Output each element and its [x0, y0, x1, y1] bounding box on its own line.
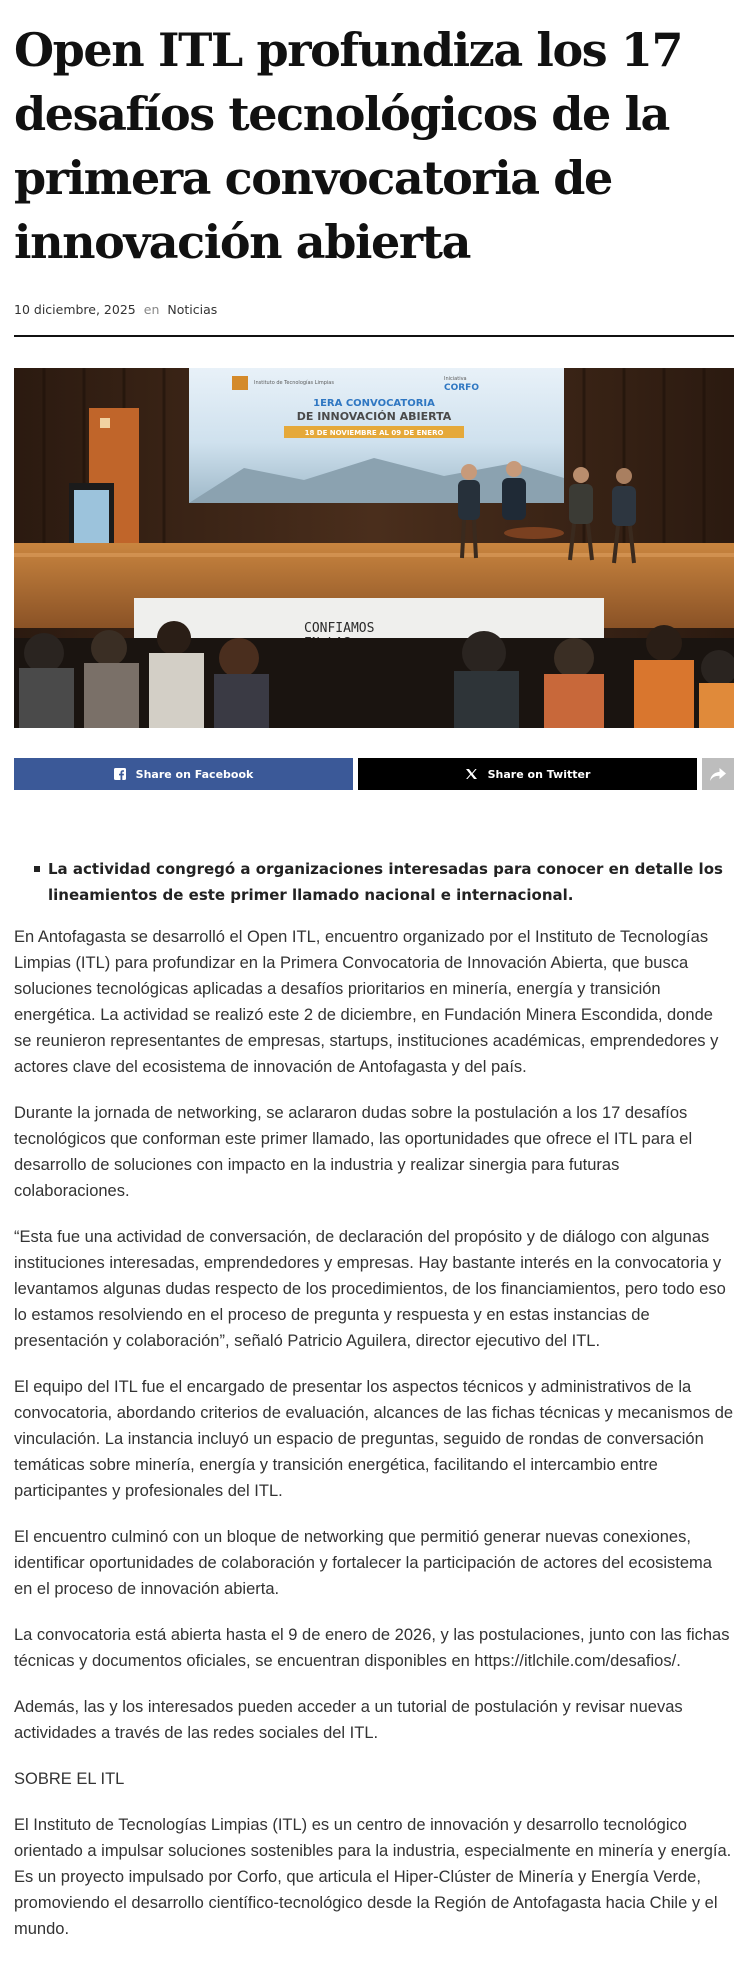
paragraph: El Instituto de Tecnologías Limpias (ITL) es un centro de innovación y desarrollo tecnológico orientado a impulsar soluciones sostenibles para la industria, especialmente en minería y energía. Es un proyecto impulsado por Corfo, que articula el Hiper-Clúster de Minería y Energía Verde, promoviendo el desarrollo científico-tecnológico desde la Región de Antofagasta hacia Chile y el mundo. [14, 1816, 732, 1938]
article-meta [14, 302, 734, 317]
screen-logo-text: Instituto de Tecnologías Limpias [254, 380, 334, 386]
screen-corfo: CORFO [444, 383, 479, 393]
paragraph: El equipo del ITL fue el encargado de presentar los aspectos técnicos y administrativos de la convocatoria, abordando criterios de evaluación, alcances de las fichas técnicas y mecanismos de vinculación. La instancia incluyó un espacio de preguntas, seguido de rondas de conversación temáticas sobre minería, energía y transición energética, facilitando el intercambio entre participantes y profesionales del ITL. [14, 1378, 734, 1500]
paragraph: La convocatoria está abierta hasta el 9 de enero de 2026, y las postulaciones, junto con las fichas técnicas y documentos oficiales, se encuentran disponibles en https://itlchile.com/desafios/. [14, 1626, 730, 1670]
paragraph: El encuentro culminó con un bloque de networking que permitió generar nuevas conexiones, identificar oportunidades de colaboración y fortalecer la participación de actores del ecosistema en el proceso de innovación abierta. [14, 1528, 712, 1598]
hero-image [14, 368, 734, 728]
share-facebook-label: Share on Facebook [135, 767, 254, 781]
share-bar [14, 758, 734, 790]
category-link[interactable]: Noticias [167, 302, 218, 317]
bullet-marker [34, 866, 40, 872]
share-facebook-button[interactable] [14, 758, 353, 790]
category-prefix: en [143, 302, 160, 317]
screen-corfo-small: Iniciativa [444, 376, 467, 382]
article-date: 10 diciembre, 2025 [14, 302, 136, 317]
summary-text: La actividad congregó a organizaciones interesadas para conocer en detalle los lineamientos de este primer llamado nacional e internacional. [48, 860, 723, 904]
share-more-button[interactable] [702, 758, 734, 790]
auditorium-photo [14, 368, 734, 728]
paragraph: En Antofagasta se desarrolló el Open ITL, encuentro organizado por el Instituto de Tecnologías Limpias (ITL) para profundizar en la Primera Convocatoria de Innovación Abierta, que busca soluciones tecnológicas aplicadas a desafíos prioritarios en minería, energía y transición energética. La actividad se realizó este 2 de diciembre, en Fundación Minera Escondida, donde se reunieron representantes de empresas, startups, instituciones académicas, emprendedores y actores clave del ecosistema de innovación de Antofagasta y del país. [14, 928, 719, 1076]
share-twitter-label: Share on Twitter [487, 767, 591, 781]
screen-line-2: DE INNOVACIÓN ABIERTA [296, 410, 452, 423]
paragraph: Durante la jornada de networking, se aclararon dudas sobre la postulación a los 17 desafíos tecnológicos que conforman este primer llamado, las oportunidades que ofrece el ITL para el desarrollo de soluciones con impacto en la industria y realizar sinergia para futuras colaboraciones. [14, 1104, 693, 1200]
share-arrow-icon [710, 768, 726, 781]
article-body [14, 924, 734, 1942]
x-twitter-icon [465, 768, 478, 780]
screen-dates: 18 DE NOVIEMBRE AL 09 DE ENERO [304, 429, 444, 437]
stage-text-1: CONFIAMOS [304, 621, 375, 636]
section-heading: SOBRE EL ITL [14, 1770, 125, 1788]
paragraph: Además, las y los interesados pueden acceder a un tutorial de postulación y revisar nuevas actividades a través de las redes sociales del ITL. [14, 1698, 683, 1742]
facebook-icon [114, 768, 126, 780]
title-divider [14, 335, 734, 337]
share-twitter-button[interactable] [358, 758, 697, 790]
article-page [0, 18, 748, 1942]
article-title: Open ITL profundiza los 17 desafíos tecnológicos de la primera convocatoria de innovación abierta [14, 23, 683, 269]
paragraph: “Esta fue una actividad de conversación, de declaración del propósito y de diálogo con algunas instituciones interesadas, emprendedores y empresas. Hay bastante interés en la convocatoria y levantamos algunas dudas respecto de los procedimientos, de los financiamientos, pero todo eso lo estamos resolviendo en el proceso de pregunta y respuesta y en estas instancias de presentación y colaboración”, señaló Patricio Aguilera, director ejecutivo del ITL. [14, 1228, 726, 1350]
article-summary [14, 856, 734, 908]
screen-line-1: 1ERA CONVOCATORIA [313, 398, 435, 409]
